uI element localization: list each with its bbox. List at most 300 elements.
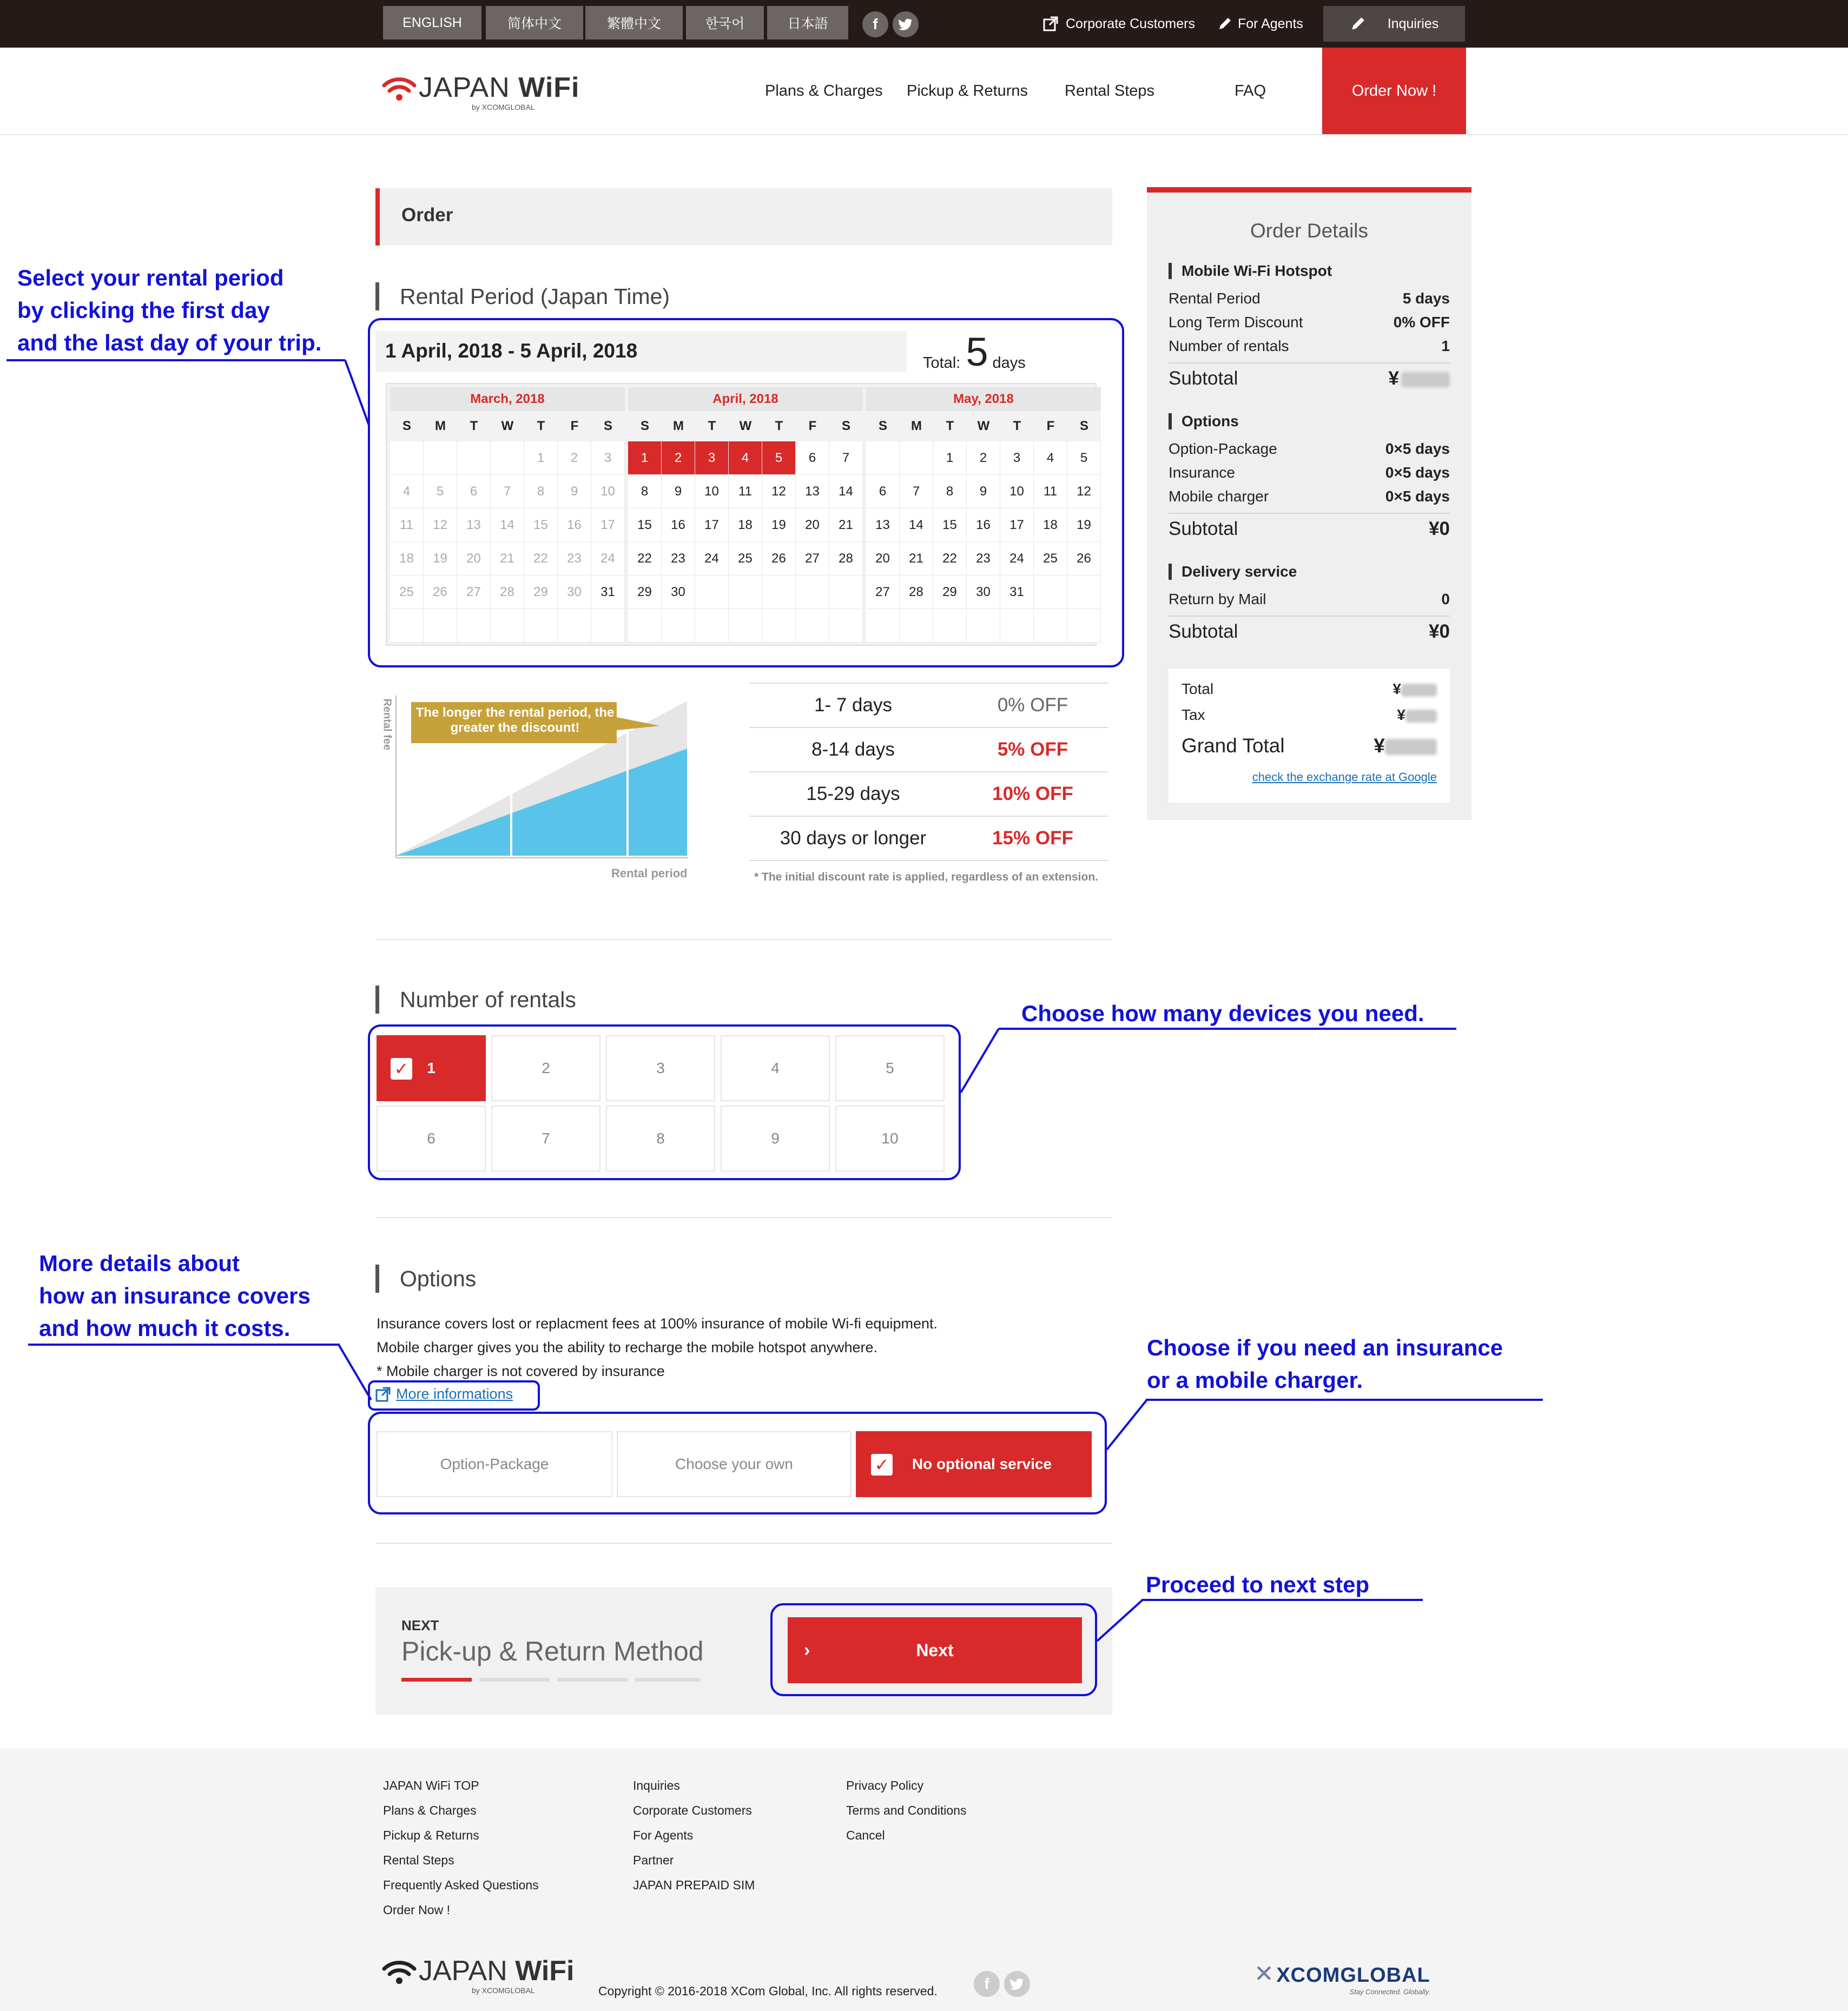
next-step-label: NEXT: [401, 1617, 439, 1633]
rentals-heading: Number of rentals: [375, 985, 576, 1014]
weekday-label: S: [841, 419, 850, 433]
calendar-day: [390, 441, 424, 475]
corporate-customers-link[interactable]: [1043, 0, 1195, 48]
options-desc-insurance: Insurance covers lost or replacment fees at 100% insurance of mobile Wi-fi equipment.: [377, 1315, 938, 1332]
calendar-day[interactable]: 8: [933, 475, 967, 508]
calendar-day: [762, 609, 796, 643]
calendar-day[interactable]: 27: [457, 575, 491, 609]
calendar-day[interactable]: 5: [1067, 441, 1101, 475]
footer-link[interactable]: Frequently Asked Questions: [383, 1878, 539, 1892]
month-title: May, 2018: [866, 387, 1101, 411]
calendar-day[interactable]: 10: [695, 475, 729, 508]
calendar-day[interactable]: 5: [424, 475, 457, 508]
calendar-day[interactable]: 5: [762, 441, 796, 475]
weekday-label: F: [808, 419, 817, 433]
grand-total-label: Grand Total: [1182, 735, 1285, 757]
lang-english[interactable]: ENGLISH: [383, 6, 481, 39]
order-row-label: Option-Package: [1169, 440, 1277, 457]
total-label: Total: [1182, 680, 1214, 697]
lang-korean[interactable]: 한국어: [686, 6, 764, 39]
subtotal-label: Subtotal: [1169, 368, 1238, 389]
calendar-day[interactable]: 26: [424, 575, 457, 609]
footer-link[interactable]: Corporate Customers: [633, 1803, 752, 1817]
lang-simplified-chinese[interactable]: 简体中文: [486, 6, 583, 39]
nav-faq[interactable]: FAQ: [1235, 82, 1266, 100]
calendar-day[interactable]: 20: [866, 542, 900, 575]
footer-logo-text-light: JAPAN: [419, 1955, 516, 1987]
calendar-day[interactable]: 17: [591, 508, 625, 542]
calendar-day[interactable]: 1: [933, 441, 967, 475]
calendar-day[interactable]: 2: [967, 441, 1000, 475]
for-agents-label: For Agents: [1238, 16, 1303, 31]
calendar-day[interactable]: 7: [900, 475, 933, 508]
more-informations-label: More informations: [396, 1386, 513, 1402]
weekday-label: M: [435, 419, 446, 433]
pencil-icon: [1350, 16, 1366, 32]
calendar-day[interactable]: 16: [967, 508, 1000, 542]
calendar-day[interactable]: 4: [390, 475, 424, 508]
annotation-underline: [1146, 1399, 1543, 1401]
annotation-insurance-details-line2: how an insurance covers: [39, 1283, 311, 1308]
calendar-day: [796, 575, 829, 609]
order-row-label: Mobile charger: [1169, 488, 1269, 505]
order-heading: Order: [401, 204, 453, 226]
calendar-day: [796, 609, 829, 643]
annotation-rental-period: [17, 262, 321, 359]
weekday-label: T: [708, 419, 716, 433]
divider: [375, 1543, 1112, 1544]
calendar-day: [695, 609, 729, 643]
calendar-day: [729, 609, 762, 643]
annotation-underline: [999, 1028, 1456, 1030]
subtotal-amount: ¥: [1388, 368, 1399, 389]
order-row-value: 5 days: [1402, 290, 1450, 307]
calendar-day: [762, 575, 796, 609]
annotation-underline: [6, 359, 345, 361]
order-section-heading: Delivery service: [1169, 564, 1297, 580]
weekday-label: F: [1046, 419, 1055, 433]
order-section-heading: Mobile Wi-Fi Hotspot: [1169, 263, 1332, 279]
footer-link[interactable]: Partner: [633, 1853, 674, 1867]
calendar-day[interactable]: 6: [796, 441, 829, 475]
rental-count-label: 8: [656, 1130, 665, 1147]
month-title: March, 2018: [390, 387, 625, 411]
calendar-day: [729, 575, 762, 609]
annotation-underline: [1141, 1599, 1423, 1601]
logo-byline: by XCOMGLOBAL: [472, 103, 535, 111]
rental-count-label: 5: [886, 1060, 894, 1076]
month-title: April, 2018: [628, 387, 863, 411]
calendar-day[interactable]: 20: [457, 542, 491, 575]
discount-y-label-text: Rental fee: [381, 698, 393, 751]
weekday-label: T: [946, 419, 954, 433]
calendar-day[interactable]: 31: [591, 575, 625, 609]
rental-count-label: 3: [656, 1060, 665, 1076]
lang-traditional-chinese[interactable]: 繁體中文: [585, 6, 683, 39]
order-row-value: 1: [1441, 338, 1450, 354]
discount-off: 0% OFF: [997, 694, 1068, 716]
annotation-rental-period-line2: by clicking the first day: [17, 297, 270, 323]
nav-plans-charges[interactable]: Plans & Charges: [765, 82, 883, 100]
calendar-day[interactable]: 7: [829, 441, 863, 475]
step-progress-3: [557, 1678, 628, 1682]
total-currency: ¥: [1392, 680, 1401, 697]
calendar-day[interactable]: 8: [524, 475, 558, 508]
rental-count-label: 7: [542, 1130, 550, 1147]
annotation-insurance-details-line3: and how much it costs.: [39, 1315, 291, 1341]
calendar-day[interactable]: 10: [591, 475, 625, 508]
corporate-customers-label: Corporate Customers: [1066, 16, 1195, 31]
xcom-tagline: Stay Connected. Globally.: [1349, 1988, 1430, 1996]
annotation-devices: Choose how many devices you need.: [1021, 1001, 1424, 1026]
for-agents-link[interactable]: [1217, 0, 1303, 48]
calendar-day[interactable]: 9: [558, 475, 591, 508]
footer-link[interactable]: Rental Steps: [383, 1853, 454, 1867]
options-desc-charger: Mobile charger gives you the ability to recharge the mobile hotspot anywhere.: [377, 1339, 878, 1355]
facebook-icon[interactable]: f: [862, 11, 888, 37]
calendar-day[interactable]: 15: [628, 508, 662, 542]
calendar-day[interactable]: 30: [558, 575, 591, 609]
tax-value: [1352, 706, 1437, 724]
grand-total-value: [1342, 735, 1437, 757]
order-row-label: Long Term Discount: [1169, 314, 1303, 330]
calendar-day[interactable]: 21: [829, 508, 863, 542]
calendar-day[interactable]: 11: [1034, 475, 1067, 508]
annotation-insurance-choice-line1: Choose if you need an insurance: [1147, 1335, 1503, 1360]
discount-row: [749, 772, 1108, 817]
calendar-day[interactable]: 15: [524, 508, 558, 542]
calendar-day[interactable]: 14: [829, 475, 863, 508]
calendar-day[interactable]: 28: [491, 575, 524, 609]
weekday-label: M: [911, 419, 922, 433]
discount-range: 1- 7 days: [814, 694, 892, 716]
calendar-day[interactable]: 12: [1067, 475, 1101, 508]
footer-link[interactable]: Plans & Charges: [383, 1803, 477, 1817]
calendar-day[interactable]: 27: [796, 542, 829, 575]
checkbox-checked-icon: ✓: [871, 1454, 893, 1476]
calendar-day: [424, 441, 457, 475]
calendar-day[interactable]: 19: [424, 542, 457, 575]
calendar-day[interactable]: 21: [900, 542, 933, 575]
calendar-day: [390, 609, 424, 643]
twitter-icon[interactable]: [893, 11, 919, 37]
calendar-day: [829, 575, 863, 609]
calendar-day[interactable]: 18: [390, 542, 424, 575]
calendar-day[interactable]: 17: [1000, 508, 1034, 542]
calendar-day[interactable]: 29: [933, 575, 967, 609]
calendar-day[interactable]: 26: [1067, 542, 1101, 575]
rental-count-label: 10: [881, 1130, 899, 1147]
order-row-value: 0% OFF: [1393, 314, 1450, 330]
footer-link[interactable]: Privacy Policy: [846, 1778, 924, 1792]
footer-logo[interactable]: [382, 1955, 582, 1998]
calendar-day[interactable]: 29: [628, 575, 662, 609]
footer-link[interactable]: Cancel: [846, 1828, 885, 1842]
lang-japanese[interactable]: 日本語: [767, 6, 848, 39]
discount-off: 15% OFF: [992, 828, 1073, 849]
discount-row: [749, 817, 1108, 861]
calendar-day[interactable]: 25: [390, 575, 424, 609]
annotation-rental-period-line3: and the last day of your trip.: [17, 330, 322, 355]
order-row-value: 0×5 days: [1385, 464, 1450, 481]
month-calendar: [390, 387, 625, 641]
subtotal-value: [1329, 621, 1450, 643]
calendar-day[interactable]: 4: [1034, 441, 1067, 475]
calendar-day: [900, 441, 933, 475]
logo-text-light: JAPAN: [419, 72, 519, 103]
weekday-label: F: [570, 419, 579, 433]
weekday-label: S: [603, 419, 612, 433]
calendar-day: [457, 441, 491, 475]
calendar-day[interactable]: 2: [662, 441, 695, 475]
wifi-icon: [382, 76, 417, 102]
checkbox-checked-icon: ✓: [391, 1058, 412, 1080]
options-heading: Options: [375, 1265, 476, 1293]
calendar-day[interactable]: 18: [729, 508, 762, 542]
annotation-proceed: Proceed to next step: [1146, 1572, 1370, 1597]
calendar-day[interactable]: 25: [1034, 542, 1067, 575]
calendar-day[interactable]: 30: [967, 575, 1000, 609]
order-row-value: 0×5 days: [1385, 440, 1450, 457]
calendar-day: [491, 441, 524, 475]
discount-row: [749, 728, 1108, 772]
calendar-day[interactable]: 6: [457, 475, 491, 508]
subtotal-label: Subtotal: [1169, 518, 1238, 539]
calendar-day[interactable]: 25: [729, 542, 762, 575]
calendar-day[interactable]: 24: [1000, 542, 1034, 575]
rental-count-label: 6: [427, 1130, 435, 1147]
calendar-day[interactable]: 14: [491, 508, 524, 542]
calendar-day[interactable]: 16: [662, 508, 695, 542]
annotation-rental-period-line1: Select your rental period: [17, 265, 284, 290]
calendar-day[interactable]: 20: [796, 508, 829, 542]
footer-link[interactable]: JAPAN WiFi TOP: [383, 1778, 479, 1792]
logo[interactable]: [382, 71, 582, 115]
option-choice-label: Choose your own: [675, 1456, 793, 1472]
order-divider: [1169, 513, 1450, 514]
order-row-value: 0: [1441, 591, 1450, 607]
xcom-logo-text: XCOMGLOBAL: [1276, 1964, 1430, 1987]
total-value: [1352, 680, 1437, 698]
calendar-day[interactable]: 19: [762, 508, 796, 542]
calendar-day: [866, 609, 900, 643]
calendar-day: [491, 609, 524, 643]
wifi-icon: [382, 1959, 417, 1985]
calendar-day[interactable]: 28: [829, 542, 863, 575]
exchange-rate-link[interactable]: check the exchange rate at Google: [1252, 770, 1437, 784]
weekday-label: S: [640, 419, 649, 433]
calendar-day[interactable]: 22: [524, 542, 558, 575]
calendar-day[interactable]: 3: [1000, 441, 1034, 475]
calendar-day: [424, 609, 457, 643]
annotation-box-rentals: [368, 1024, 961, 1180]
weekday-label: S: [1079, 419, 1088, 433]
weekday-label: W: [501, 419, 514, 433]
calendar-day[interactable]: 8: [628, 475, 662, 508]
order-section-heading: Options: [1169, 413, 1239, 429]
weekday-label: M: [673, 419, 684, 433]
subtotal-amount: ¥0: [1429, 518, 1450, 539]
weekday-label: W: [739, 419, 752, 433]
calendar-day[interactable]: 3: [695, 441, 729, 475]
calendar-day[interactable]: 1: [628, 441, 662, 475]
calendar-day[interactable]: 28: [900, 575, 933, 609]
discount-range: 30 days or longer: [780, 828, 927, 849]
calendar-day[interactable]: 6: [866, 475, 900, 508]
weekday-label: T: [470, 419, 478, 433]
calendar-day[interactable]: 11: [729, 475, 762, 508]
calendar-day[interactable]: 24: [695, 542, 729, 575]
footer-link[interactable]: Order Now !: [383, 1903, 450, 1917]
weekday-label: S: [402, 419, 411, 433]
inquiries-label: Inquiries: [1387, 16, 1439, 31]
calendar-day[interactable]: 31: [1000, 575, 1034, 609]
footer-logo-text-bold: WiFi: [515, 1955, 575, 1987]
calendar-day[interactable]: 13: [457, 508, 491, 542]
top-bar: [0, 0, 1848, 48]
divider: [375, 1217, 1112, 1218]
order-row-value: 0×5 days: [1385, 488, 1450, 505]
xcom-global-logo[interactable]: [1254, 1960, 1430, 1996]
calendar-day[interactable]: 12: [424, 508, 457, 542]
next-button-label: Next: [916, 1640, 954, 1660]
calendar-day[interactable]: 23: [967, 542, 1000, 575]
calendar-day[interactable]: 27: [866, 575, 900, 609]
footer-link[interactable]: Terms and Conditions: [846, 1803, 967, 1817]
annotation-insurance-choice: [1147, 1332, 1503, 1397]
calendar-day[interactable]: 23: [558, 542, 591, 575]
rental-count-label: 2: [542, 1060, 550, 1076]
discount-off: 5% OFF: [997, 739, 1068, 760]
footer-link[interactable]: Inquiries: [633, 1778, 680, 1792]
calendar-day[interactable]: 3: [591, 441, 625, 475]
calendar-day: [900, 609, 933, 643]
calendar-day: [1034, 609, 1067, 643]
calendar-day[interactable]: 21: [491, 542, 524, 575]
nav-pickup-returns[interactable]: Pickup & Returns: [907, 82, 1028, 100]
calendar-day[interactable]: 13: [866, 508, 900, 542]
divider: [375, 939, 1112, 940]
inquiries-button[interactable]: [1323, 6, 1465, 42]
calendar-day: [591, 609, 625, 643]
footer: [0, 1749, 1848, 2011]
next-step-title: Pick-up & Return Method: [401, 1636, 704, 1666]
calendar-day[interactable]: 19: [1067, 508, 1101, 542]
calendar-day[interactable]: 24: [591, 542, 625, 575]
calendar-day[interactable]: 10: [1000, 475, 1034, 508]
xcom-x-icon: ✕: [1254, 1961, 1274, 1987]
copyright: Copyright © 2016-2018 XCom Global, Inc. All rights reserved.: [598, 1984, 938, 1998]
discount-off: 10% OFF: [992, 783, 1073, 804]
calendar-day[interactable]: 1: [524, 441, 558, 475]
subtotal-amount: ¥0: [1429, 621, 1450, 642]
calendar-day[interactable]: 30: [662, 575, 695, 609]
calendar-day[interactable]: 18: [1034, 508, 1067, 542]
subtotal-value: [1329, 368, 1450, 389]
calendar-day: [457, 609, 491, 643]
total-value: 5: [966, 329, 988, 374]
tax-label: Tax: [1182, 706, 1205, 723]
calendar-day: [524, 609, 558, 643]
footer-logo-byline: by XCOMGLOBAL: [472, 1986, 535, 1995]
twitter-icon[interactable]: [1004, 1971, 1030, 1997]
annotation-insurance-choice-line2: or a mobile charger.: [1147, 1367, 1363, 1393]
rental-count-label: 4: [771, 1060, 780, 1076]
order-heading-bar: [375, 188, 1112, 246]
order-now-button[interactable]: Order Now !: [1322, 48, 1466, 134]
order-row-label: Return by Mail: [1169, 591, 1266, 607]
calendar-day[interactable]: 11: [390, 508, 424, 542]
discount-banner: The longer the rental period, the greater the discount!: [415, 705, 615, 735]
calendar-day[interactable]: 7: [491, 475, 524, 508]
calendar-day[interactable]: 14: [900, 508, 933, 542]
options-desc-note: * Mobile charger is not covered by insurance: [377, 1363, 665, 1379]
option-choice-label: Option-Package: [440, 1456, 549, 1472]
calendar-day[interactable]: 26: [762, 542, 796, 575]
calendar-day: [1067, 575, 1101, 609]
facebook-icon[interactable]: f: [974, 1971, 1000, 1997]
discount-range: 15-29 days: [806, 783, 900, 804]
calendar-day: [967, 609, 1000, 643]
order-divider: [1169, 362, 1450, 363]
subtotal-label: Subtotal: [1169, 621, 1238, 642]
calendar-day[interactable]: 22: [628, 542, 662, 575]
annotation-box-next: [770, 1603, 1097, 1696]
calendar-day[interactable]: 2: [558, 441, 591, 475]
calendar-day: [628, 609, 662, 643]
weekday-label: S: [878, 419, 887, 433]
weekday-label: W: [977, 419, 990, 433]
footer-link[interactable]: JAPAN PREPAID SIM: [633, 1878, 755, 1892]
discount-range: 8-14 days: [811, 739, 895, 760]
total-unit: days: [992, 354, 1026, 372]
calendar-day[interactable]: 23: [662, 542, 695, 575]
nav-rental-steps[interactable]: Rental Steps: [1065, 82, 1155, 100]
footer-link[interactable]: For Agents: [633, 1828, 694, 1842]
month-calendar: [628, 387, 863, 641]
order-row-label: Number of rentals: [1169, 338, 1289, 354]
calendar-day: [1000, 609, 1034, 643]
calendar-day[interactable]: 17: [695, 508, 729, 542]
footer-link[interactable]: Pickup & Returns: [383, 1828, 479, 1842]
order-details-title: Order Details: [1250, 220, 1368, 242]
calendar-day: [1034, 575, 1067, 609]
pencil-icon: [1217, 16, 1232, 31]
blurred-amount: [1401, 372, 1450, 387]
calendar-day[interactable]: 29: [524, 575, 558, 609]
discount-x-label: Rental period: [611, 866, 688, 880]
total-label: Total:: [923, 354, 961, 372]
calendar-day[interactable]: 16: [558, 508, 591, 542]
calendar-day[interactable]: 9: [662, 475, 695, 508]
option-choice-label: No optional service: [912, 1456, 1052, 1472]
calendar-day[interactable]: 12: [762, 475, 796, 508]
step-progress-1: [401, 1678, 472, 1682]
annotation-box-more-info: [368, 1380, 540, 1411]
order-row-label: Rental Period: [1169, 290, 1260, 307]
grand-total-currency: ¥: [1374, 735, 1385, 757]
calendar-day: [829, 609, 863, 643]
logo-text-bold: WiFi: [518, 72, 580, 103]
calendar-day[interactable]: 13: [796, 475, 829, 508]
calendar-day[interactable]: 22: [933, 542, 967, 575]
calendar-day[interactable]: 9: [967, 475, 1000, 508]
calendar-day: [933, 609, 967, 643]
rental-period-heading: Rental Period (Japan Time): [375, 282, 670, 310]
calendar-day[interactable]: 4: [729, 441, 762, 475]
weekday-label: T: [537, 419, 545, 433]
calendar-day[interactable]: 15: [933, 508, 967, 542]
